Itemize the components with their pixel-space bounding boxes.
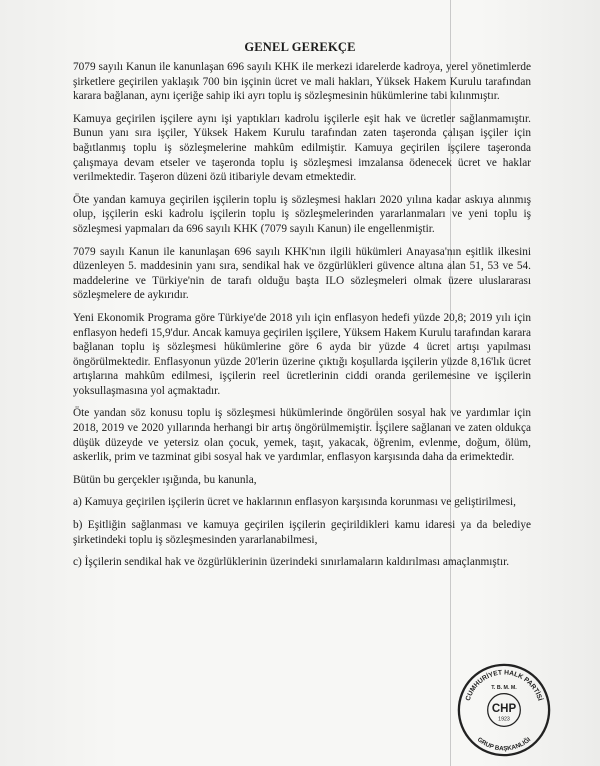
paragraph-1: 7079 sayılı Kanun ile kanunlaşan 696 sayılı KHK ile merkezi idarelerde kadroya, yerel yönetimlerde şirketlere geçirilen yaklaşık 700 bin işçinin ücret ve mali hakları, Yüksek Hakem Kurulu tarafından karara bağlanan, aynı içeriğe sahip iki ayrı toplu iş sözleşmesinin hükümlerine tabi kılınmıştır. bbox=[73, 61, 531, 103]
list-item-b: b) Eşitliğin sağlanması ve kamuya geçirilen işçilerin geçirildikleri kamu idaresi ya da belediye şirketindeki toplu iş sözleşmesinden yararlanabilmesi, bbox=[73, 519, 531, 546]
chp-stamp-seal bbox=[456, 662, 552, 758]
list-item-c: c) İşçilerin sendikal hak ve özgürlüklerinin üzerindeki sınırlamaların kaldırılması amaçlanmıştır. bbox=[73, 556, 510, 569]
document-body bbox=[73, 60, 531, 578]
stamp-top-text: T. B. M. M. bbox=[491, 684, 517, 691]
paragraph-4: 7079 sayılı Kanun ile kanunlaşan 696 sayılı KHK'nın ilgili hükümleri Anayasa'nın eşitlik ilkesini düzenleyen 5. maddesinin yanı sıra, sendikal hak ve özgürlükleri güvence altına alan 51, 53 ve 54. maddelerine ve Türkiye'nin de tarafı olduğu başta ILO sözleşmeleri olmak üzere uluslararası sözleşmelere de aykırıdır. bbox=[73, 245, 531, 302]
stamp-year: 1923 bbox=[498, 716, 510, 723]
stamp-ring-text: CUMHURİYET HALK PARTİSİ bbox=[464, 669, 544, 702]
paragraph-5: Yeni Ekonomik Programa göre Türkiye'de 2018 yılı için enflasyon hedefi yüzde 20,8; 2019 yılı için enflasyon hedefi 15,9'dur. Ancak kamuya geçirilen işçilere, Yüksem Hakem Kurulu tarafından karara bağlanan toplu iş sözleşmesi hükümlerine göre 6 ayda bir yüzde 4 ücret artışı yapılması öngörülmektedir. Enflasyonun yüzde 20'lerin üzerine çıktığı koşullarda işçilerin yüzde 8,16'lık ücret artışlarına mahkûm edilmesi, işçilerin reel ücretlerinin ciddi oranda gerilemesine ve işçilerin yoksullaşmasına yol açmaktadır. bbox=[73, 311, 531, 397]
stamp-bottom-text: GRUP BAŞKANLIĞI bbox=[475, 736, 533, 753]
stamp-center-text: CHP bbox=[491, 702, 517, 715]
paragraph-2: Kamuya geçirilen işçilere aynı işi yaptıkları kadrolu işçilerle eşit hak ve ücretler sağlanmamıştır. Bunun yanı sıra işçiler, Yüksek Hakem Kurulu tarafından zaten taşeronda çalışan işçiler için bağıtlanmış toplu iş sözleşmelerine mahkûm edilmiştir. Kamuya geçirilen işçilere taşeronda çalışmaya devam etseler ve taşeronda toplu iş sözleşmesi imzalansa ödenecek ücret ve haklar verilmektedir. Taşeron düzeni özü itibariyle devam etmektedir. bbox=[73, 112, 531, 184]
list-item-a: a) Kamuya geçirilen işçilerin ücret ve haklarının enflasyon karşısında korunması ve geliştirilmesi, bbox=[73, 496, 516, 509]
document-title: GENEL GEREKÇE bbox=[244, 40, 356, 54]
paragraph-6: Öte yandan söz konusu toplu iş sözleşmesi hükümlerinde öngörülen sosyal hak ve yardımlar için 2018, 2019 ve 2020 yıllarında herhangi bir artış öngörülmemiştir. İşçilere sağlanan ve zaten oldukça düşük düzeyde ve yetersiz olan çocuk, yemek, taşıt, yakacak, öğrenim, evlenme, doğum, ölüm, askerlik, prim ve tazminat gibi sosyal hak ve yardımlar, enflasyon karşısında daha da erimektedir. bbox=[73, 407, 531, 464]
paragraph-7: Bütün bu gerçekler ışığında, bu kanunla, bbox=[73, 473, 257, 486]
paragraph-3: Öte yandan kamuya geçirilen işçilerin toplu iş sözleşmesi hakları 2020 yılına kadar askıya alınmış olup, işçilerin eski kadrolu işçilerin toplu iş sözleşmelerinden yararlanmaları ve yeni toplu iş sözleşmesi yapmaları da 696 sayılı KHK (7079 sayılı Kanun) ile engellenmiştir. bbox=[73, 193, 531, 235]
